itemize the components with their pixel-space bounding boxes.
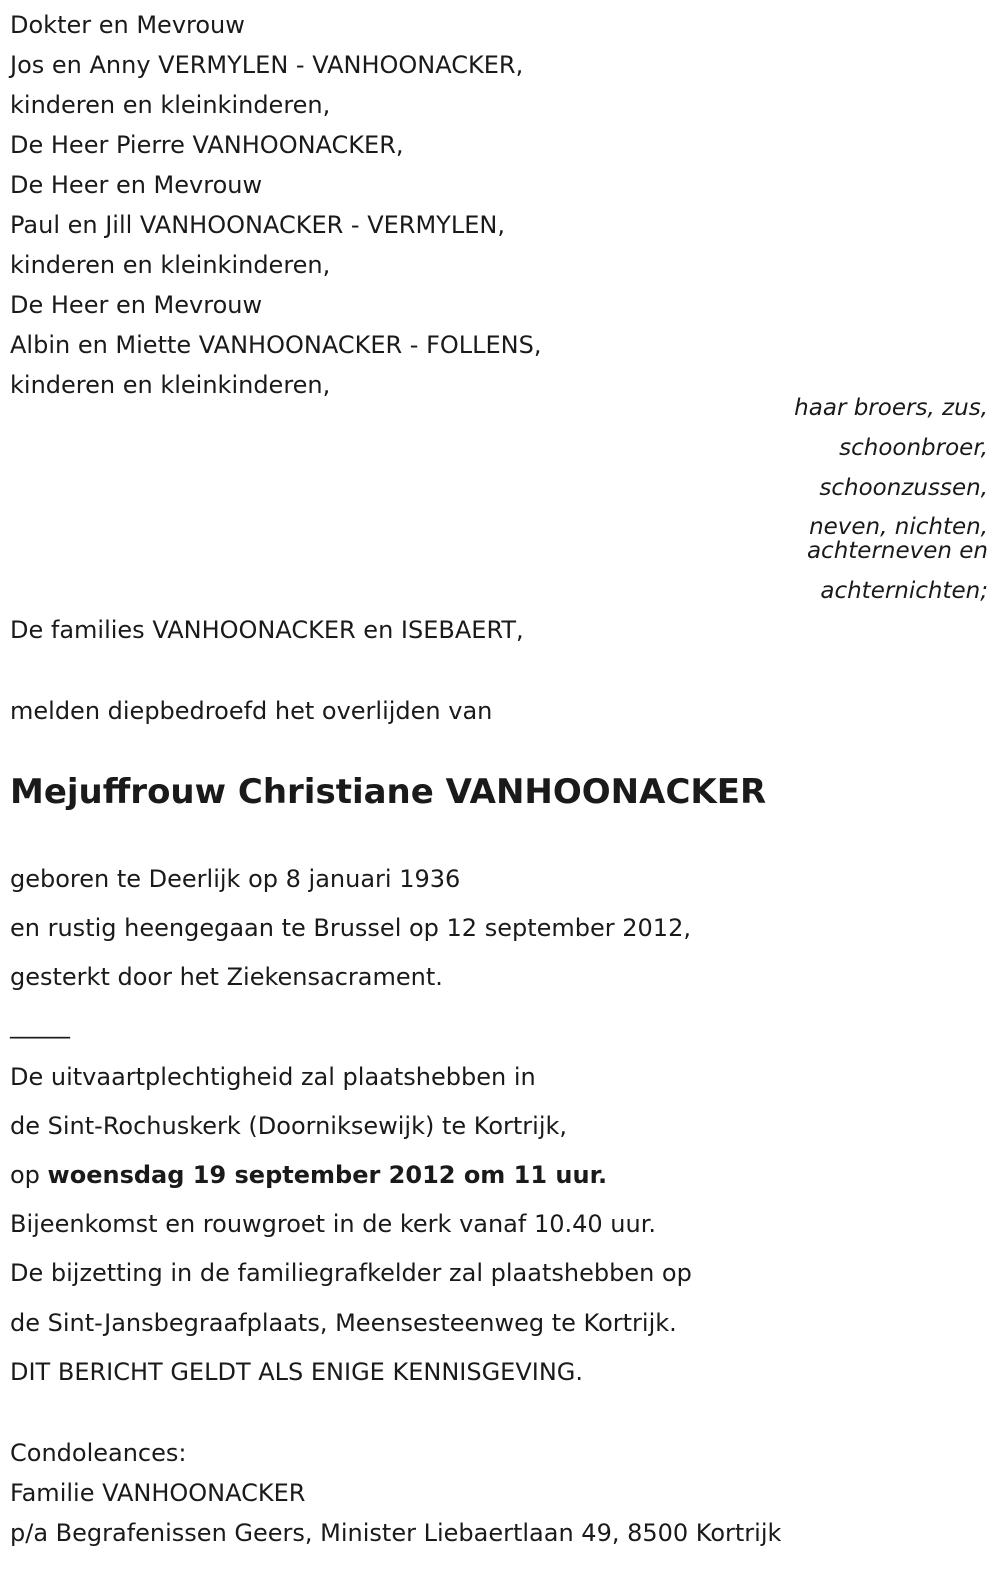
- family-line: kinderen en kleinkinderen,: [10, 371, 331, 399]
- family-line: De Heer en Mevrouw: [10, 171, 263, 199]
- relation-line: haar broers, zus,: [794, 395, 988, 421]
- funeral-line: Bijeenkomst en rouwgroet in de kerk vanaf 10.40 uur.: [10, 1210, 657, 1238]
- relation-line: schoonbroer,: [839, 435, 988, 461]
- funeral-date-line: [10, 1160, 607, 1190]
- family-line: Albin en Miette VANHOONACKER - FOLLENS,: [10, 331, 542, 359]
- condolences-name: Familie VANHOONACKER: [10, 1479, 306, 1507]
- condolences-address: p/a Begrafenissen Geers, Minister Liebaertlaan 49, 8500 Kortrijk: [10, 1519, 782, 1547]
- relation-line: schoonzussen,: [819, 475, 988, 501]
- detail-line: geboren te Deerlijk op 8 januari 1936: [10, 865, 461, 893]
- notice-line: DIT BERICHT GELDT ALS ENIGE KENNISGEVING.: [10, 1358, 584, 1386]
- relation-line: achterneven en: [806, 538, 988, 564]
- family-line: De Heer en Mevrouw: [10, 291, 263, 319]
- family-line: De Heer Pierre VANHOONACKER,: [10, 131, 404, 159]
- funeral-line: de Sint-Jansbegraafplaats, Meensesteenweg te Kortrijk.: [10, 1309, 677, 1337]
- detail-line: gesterkt door het Ziekensacrament.: [10, 963, 443, 991]
- condolences-label: Condoleances:: [10, 1439, 187, 1467]
- deceased-name: Mejuffrouw Christiane VANHOONACKER: [10, 772, 767, 812]
- announcement: melden diepbedroefd het overlijden van: [10, 697, 493, 725]
- relation-line: achternichten;: [820, 578, 988, 604]
- funeral-line: de Sint-Rochuskerk (Doorniksewijk) te Kortrijk,: [10, 1112, 568, 1140]
- family-line: kinderen en kleinkinderen,: [10, 91, 331, 119]
- detail-line: en rustig heengegaan te Brussel op 12 september 2012,: [10, 914, 691, 942]
- relation-line: neven, nichten,: [809, 514, 988, 540]
- family-line: Paul en Jill VANHOONACKER - VERMYLEN,: [10, 211, 505, 239]
- funeral-date: woensdag 19 september 2012 om 11 uur.: [47, 1161, 608, 1189]
- funeral-line: De uitvaartplechtigheid zal plaatshebben in: [10, 1063, 536, 1091]
- families-line: De families VANHOONACKER en ISEBAERT,: [10, 616, 524, 644]
- family-line: Dokter en Mevrouw: [10, 11, 245, 39]
- family-line: Jos en Anny VERMYLEN - VANHOONACKER,: [10, 51, 524, 79]
- family-line: kinderen en kleinkinderen,: [10, 251, 331, 279]
- funeral-date-prefix: op: [10, 1161, 48, 1189]
- divider: _____: [10, 1011, 70, 1039]
- funeral-line: De bijzetting in de familiegrafkelder zal plaatshebben op: [10, 1259, 692, 1287]
